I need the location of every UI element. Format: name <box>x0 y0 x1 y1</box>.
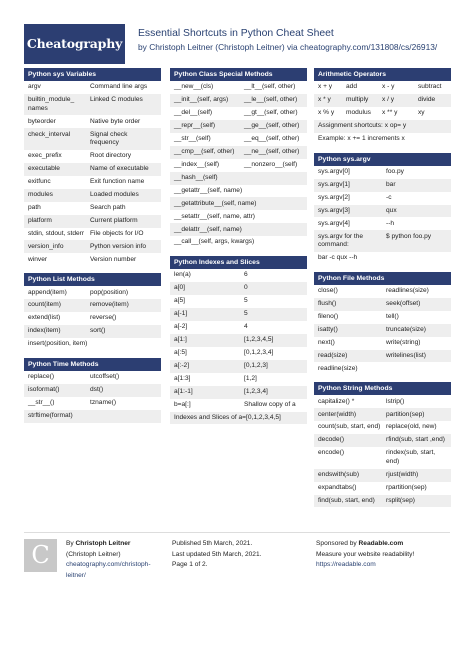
row-value: truncate(size) <box>386 325 426 333</box>
row-value: replace(old, new) <box>386 423 437 431</box>
time-methods-rows <box>24 371 161 423</box>
list-methods-section <box>24 273 161 351</box>
table-row <box>314 350 451 363</box>
table-row <box>170 360 307 373</box>
sys-variables-rows <box>24 81 161 266</box>
footer-author <box>66 539 166 581</box>
author-link[interactable]: Christoph Leitner (Christoph Leitner) <box>149 42 285 52</box>
row-key: count(sub, start, end) <box>318 423 381 431</box>
table-row <box>314 285 451 298</box>
section-title: Python Class Special Methods <box>170 68 307 81</box>
row-value: 0 <box>244 284 248 292</box>
section-title: Python sys.argv <box>314 153 451 166</box>
row-cell: x % y <box>318 109 335 117</box>
section-title: Python Indexes and Slices <box>170 256 307 269</box>
page-footer <box>24 532 450 579</box>
section-note: bar -c qux --h <box>318 254 358 262</box>
table-row <box>24 150 161 163</box>
table-row <box>314 495 451 508</box>
row-key: a[1:] <box>174 336 187 344</box>
row-cell: modulus <box>346 109 371 117</box>
row-value: rsplit(sep) <box>386 496 415 504</box>
row-value: --h <box>386 219 395 227</box>
row-key: executable <box>28 165 60 172</box>
section-note: readline(size) <box>318 364 358 372</box>
list-methods-rows <box>24 286 161 351</box>
row-value: Command line args <box>90 83 148 91</box>
time-methods-section <box>24 358 161 423</box>
table-row <box>314 298 451 311</box>
row-key: encode() <box>318 449 345 457</box>
row-value: readlines(size) <box>386 287 429 294</box>
published-date: Published 5th March, 2021. <box>172 540 253 547</box>
row-value: __le__(self, other) <box>244 96 298 104</box>
row-key: __new__(cls) <box>174 83 214 91</box>
section-note: __delattr__(self, name) <box>170 223 307 236</box>
footer-author-link[interactable]: cheatography.com/christoph-leitner/ <box>66 561 151 579</box>
section-title: Python List Methods <box>24 273 161 286</box>
sponsor-link[interactable]: Readable.com <box>358 540 404 547</box>
row-value: [0,1,2,3] <box>244 361 268 369</box>
row-value: $ python foo.py <box>386 232 432 240</box>
row-key: winver <box>28 255 48 263</box>
row-value: Python version info <box>90 242 147 250</box>
row-key: b=a[:] <box>174 400 191 408</box>
table-row <box>314 107 451 120</box>
table-row <box>314 166 451 179</box>
page-number: Page 1 of 2. <box>172 561 208 568</box>
row-key: close() <box>318 287 338 294</box>
section-title: Python String Methods <box>314 382 451 395</box>
row-key: sys.argv[1] <box>318 180 350 188</box>
row-value: __ne__(self, other) <box>244 147 300 155</box>
row-value: Name of executable <box>90 165 149 172</box>
sponsor-text: Measure your website readability! <box>316 550 415 558</box>
table-row <box>314 81 451 94</box>
row-key: capitalize() * <box>318 397 355 405</box>
row-key: sys.argv[4] <box>318 219 350 227</box>
row-key: builtin_module_ names <box>28 96 75 112</box>
arithmetic-section <box>314 68 451 146</box>
table-row <box>314 311 451 324</box>
file-methods-rows <box>314 285 451 376</box>
sys-argv-section <box>314 153 451 265</box>
row-value: __gt__(self, other) <box>244 109 298 117</box>
row-key: __repr__(self) <box>174 122 216 129</box>
row-key: version_info <box>28 242 64 250</box>
row-value: write(string) <box>386 338 421 346</box>
row-cell: subtract <box>418 83 442 91</box>
row-key: a[5] <box>174 297 185 305</box>
row-value: 6 <box>244 271 248 279</box>
table-row <box>170 282 307 295</box>
footer-author-name[interactable]: Christoph Leitner <box>75 540 131 547</box>
row-key: fileno() <box>318 312 339 320</box>
row-key: __init__(self, args) <box>174 96 229 104</box>
row-value: Root directory <box>90 152 132 160</box>
table-row <box>24 115 161 128</box>
page-title: Essential Shortcuts in Python Cheat Sheet <box>138 28 334 39</box>
row-value: __ge__(self, other) <box>244 122 300 129</box>
row-value: Native byte order <box>90 117 141 125</box>
row-value: Linked C modules <box>90 96 143 104</box>
table-row <box>170 269 307 282</box>
table-row <box>24 163 161 176</box>
byline-prefix: by <box>138 42 150 52</box>
table-row <box>24 312 161 325</box>
section-title: Python sys Variables <box>24 68 161 81</box>
row-value: Signal check frequency <box>90 130 128 147</box>
row-value: qux <box>386 206 397 214</box>
row-value: remove(item) <box>90 301 129 309</box>
row-cell: add <box>346 83 358 91</box>
row-key: argv <box>28 83 41 91</box>
column-1 <box>24 68 161 430</box>
table-row <box>170 321 307 334</box>
row-key: sys.argv for the command: <box>318 232 364 249</box>
row-value: -c <box>386 193 392 201</box>
section-note: insert(position, item) <box>28 340 88 348</box>
table-row <box>24 384 161 397</box>
table-row <box>314 395 451 408</box>
table-row <box>170 159 307 172</box>
row-value: File objects for I/O <box>90 229 144 237</box>
row-value: lstrip() <box>386 397 405 405</box>
string-methods-section <box>314 382 451 507</box>
row-key: a[:-2] <box>174 361 190 369</box>
table-row <box>24 215 161 228</box>
row-key: find(sub, start, end) <box>318 496 375 504</box>
section-note: __getattr__(self, name) <box>174 186 243 194</box>
row-value: dst() <box>90 386 104 394</box>
row-key: a[0] <box>174 284 185 292</box>
row-key: index(item) <box>28 327 61 335</box>
table-row <box>24 286 161 299</box>
footer-sponsor <box>316 539 456 571</box>
row-key: byteorder <box>28 117 56 125</box>
row-value: writelines(list) <box>386 351 426 359</box>
row-key: exitfunc <box>28 177 51 185</box>
table-row <box>170 120 307 133</box>
table-row <box>314 447 451 469</box>
row-key: a[1:3] <box>174 374 191 382</box>
section-note: Assignment shortcuts: x op= y <box>314 120 451 133</box>
row-key: __str__(self) <box>174 134 211 142</box>
indexes-section <box>170 256 307 424</box>
section-note: __setattr__(self, name, attr) <box>174 212 255 220</box>
table-row <box>24 189 161 202</box>
row-cell: x + y <box>318 83 333 91</box>
row-value: seek(offset) <box>386 299 421 307</box>
row-key: flush() <box>318 299 337 307</box>
row-key: __index__(self) <box>174 160 220 168</box>
row-key: append(item) <box>28 288 67 296</box>
sys-variables-section <box>24 68 161 266</box>
row-value: rpartition(sep) <box>386 483 427 491</box>
row-value: bar <box>386 180 396 188</box>
table-row <box>314 337 451 350</box>
section-note: Indexes and Slices of a=[0,1,2,3,4,5] <box>170 412 307 425</box>
row-key: __cmp__(self, other) <box>174 147 235 155</box>
table-row <box>170 334 307 347</box>
row-value: Search path <box>90 203 126 211</box>
table-row <box>170 146 307 159</box>
arithmetic-rows <box>314 81 451 146</box>
row-value: [0,1,2,3,4] <box>244 349 274 356</box>
table-row <box>24 299 161 312</box>
row-key: center(width) <box>318 410 357 418</box>
section-note: strftime(format) <box>24 410 161 423</box>
table-row <box>314 421 451 434</box>
sys-argv-rows <box>314 166 451 265</box>
section-note: Example: x += 1 increments x <box>318 134 405 142</box>
footer-author-sub: (Christoph Leitner) <box>66 550 121 558</box>
row-value: __nonzero__(self) <box>244 160 298 168</box>
row-cell: divide <box>418 96 436 104</box>
row-cell: xy <box>418 109 425 117</box>
table-row <box>314 434 451 447</box>
row-cell: x * y <box>318 96 331 104</box>
row-key: count(item) <box>28 301 61 309</box>
table-row <box>24 94 161 116</box>
row-value: tell() <box>386 312 399 320</box>
row-value: Shallow copy of a <box>244 400 296 408</box>
table-row <box>24 240 161 253</box>
row-cell: x - y <box>382 83 395 91</box>
row-value: rindex(sub, start, end) <box>386 449 436 465</box>
row-key: platform <box>28 216 52 224</box>
table-row <box>170 373 307 386</box>
table-row <box>314 94 451 107</box>
row-value: rfind(sub, start ,end) <box>386 436 446 444</box>
table-row <box>24 128 161 150</box>
table-row <box>314 230 451 252</box>
row-key: endswith(sub) <box>318 470 360 478</box>
table-row <box>314 482 451 495</box>
row-key: __del__(self) <box>174 109 213 117</box>
class-methods-rows <box>170 81 307 249</box>
row-value: Version number <box>90 255 137 263</box>
row-value: 4 <box>244 323 248 331</box>
row-value: __lt__(self, other) <box>244 83 296 91</box>
column-2 <box>170 68 307 431</box>
row-value: Loaded modules <box>90 190 139 198</box>
table-row <box>314 179 451 192</box>
column-3 <box>314 68 451 514</box>
page-header <box>0 0 474 62</box>
table-row <box>170 308 307 321</box>
table-row <box>314 205 451 218</box>
row-key: a[1:-1] <box>174 387 193 395</box>
string-methods-rows <box>314 395 451 507</box>
table-row <box>314 324 451 337</box>
row-key: decode() <box>318 436 345 444</box>
row-value: partition(sep) <box>386 410 425 418</box>
row-key: sys.argv[0] <box>318 167 350 175</box>
row-value: 5 <box>244 297 248 305</box>
sponsor-url-link[interactable]: https://readable.com <box>316 561 376 568</box>
row-key: len(a) <box>174 271 191 279</box>
row-key: __str__() <box>28 399 55 407</box>
row-value: rjust(width) <box>386 470 419 478</box>
section-note: __hash__(self) <box>170 172 307 185</box>
table-row <box>24 253 161 266</box>
table-row <box>170 133 307 146</box>
row-value: 5 <box>244 310 248 318</box>
row-value: foo.py <box>386 167 404 175</box>
row-value: utcoffset() <box>90 373 120 381</box>
row-key: isoformat() <box>28 386 60 394</box>
table-row <box>170 295 307 308</box>
row-key: a[-1] <box>174 310 188 318</box>
table-row <box>24 176 161 189</box>
row-key: check_interval <box>28 130 71 138</box>
row-value: sort() <box>90 327 106 335</box>
row-key: expandtabs() <box>318 483 357 491</box>
table-row <box>24 397 161 410</box>
row-key: a[:5] <box>174 349 187 356</box>
row-key: modules <box>28 190 53 198</box>
section-title: Python Time Methods <box>24 358 161 371</box>
row-value: Current platform <box>90 216 138 224</box>
table-row <box>170 347 307 360</box>
row-key: sys.argv[3] <box>318 206 350 214</box>
sponsor-prefix: Sponsored by <box>316 540 359 547</box>
byline-via: via <box>284 42 301 52</box>
footer-by-label: By <box>66 540 76 547</box>
row-value: reverse() <box>90 314 117 322</box>
class-methods-section <box>170 68 307 249</box>
table-row <box>314 408 451 421</box>
row-key: stdin, stdout, stderr <box>28 229 85 237</box>
table-row <box>24 371 161 384</box>
section-note: __getattribute__(self, name) <box>170 197 307 210</box>
table-row <box>170 107 307 120</box>
row-value: pop(position) <box>90 288 129 296</box>
table-row <box>24 228 161 241</box>
section-note: __call__(self, args, kwargs) <box>174 238 255 246</box>
row-cell: x ** y <box>382 109 398 117</box>
section-title: Arithmetic Operators <box>314 68 451 81</box>
row-key: read(size) <box>318 351 348 359</box>
row-value: [1,2,3,4] <box>244 387 268 395</box>
row-value: [1,2] <box>244 374 257 382</box>
row-value: __eq__(self, other) <box>244 134 300 142</box>
table-row <box>314 217 451 230</box>
row-key: replace() <box>28 373 55 381</box>
indexes-rows <box>170 269 307 424</box>
updated-date: Last updated 5th March, 2021. <box>172 550 262 558</box>
row-key: extend(list) <box>28 314 61 322</box>
row-key: a[-2] <box>174 323 188 331</box>
footer-dates <box>172 539 292 571</box>
row-key: next() <box>318 338 335 346</box>
cheatography-logo[interactable]: Cheatography <box>24 24 125 64</box>
table-row <box>170 399 307 412</box>
row-key: isatty() <box>318 325 338 333</box>
section-title: Python File Methods <box>314 272 451 285</box>
author-avatar: C <box>24 539 57 572</box>
table-row <box>170 94 307 107</box>
table-row <box>24 81 161 94</box>
table-row <box>24 202 161 215</box>
sheet-url-link[interactable]: cheatography.com/131808/cs/26913/ <box>300 42 438 52</box>
file-methods-section <box>314 272 451 376</box>
row-cell: multiply <box>346 96 369 104</box>
table-row <box>170 386 307 399</box>
byline <box>138 42 437 53</box>
row-key: path <box>28 203 41 211</box>
row-key: sys.argv[2] <box>318 193 350 201</box>
row-value: tzname() <box>90 399 117 407</box>
row-value: [1,2,3,4,5] <box>244 336 274 344</box>
table-row <box>314 469 451 482</box>
table-row <box>24 325 161 338</box>
table-row <box>314 192 451 205</box>
row-value: Exit function name <box>90 177 145 185</box>
row-key: exec_prefix <box>28 152 62 160</box>
row-cell: x / y <box>382 96 395 104</box>
table-row <box>170 81 307 94</box>
